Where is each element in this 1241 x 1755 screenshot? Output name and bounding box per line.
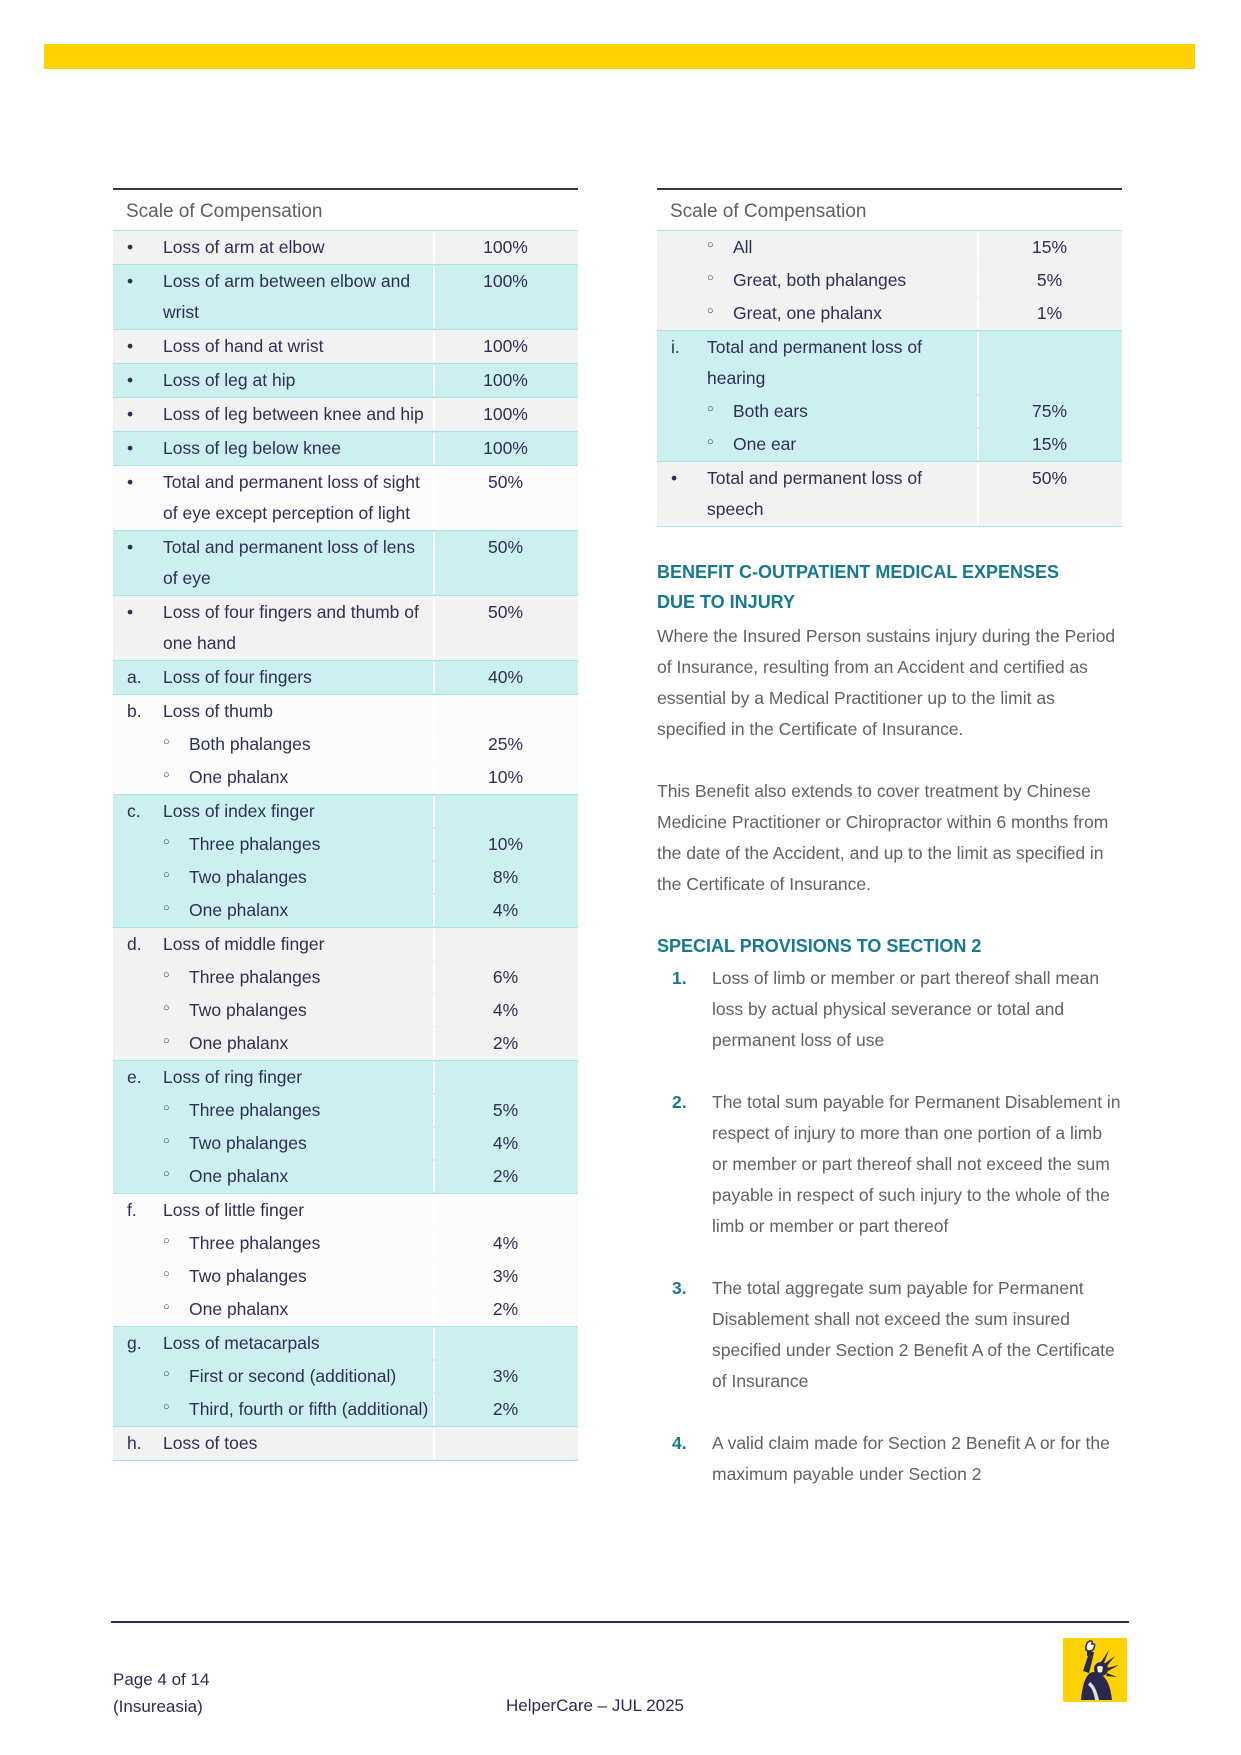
row-label-cell (113, 399, 433, 430)
row-value: 15% (977, 232, 1120, 263)
row-label-cell (657, 396, 977, 427)
row-label-cell (113, 696, 433, 727)
bullet-marker: • (127, 472, 134, 492)
table-row (113, 795, 578, 828)
row-label-cell (113, 331, 433, 362)
table-row (113, 695, 578, 728)
row-value: 100% (433, 433, 576, 464)
row-value: 2% (433, 1161, 576, 1192)
table-block (657, 230, 1122, 330)
bullet-marker: • (127, 370, 134, 390)
table-block (113, 794, 578, 927)
row-text: One phalanx (189, 900, 289, 920)
row-value: 10% (433, 762, 576, 793)
compensation-table-left (113, 188, 578, 1461)
special-provision-item (657, 963, 1122, 1056)
row-label-cell (113, 433, 433, 464)
row-value: 50% (433, 597, 576, 659)
table-row (113, 1393, 578, 1426)
table-row (657, 428, 1122, 461)
row-text: Loss of hand at wrist (163, 336, 324, 356)
circle-marker: ○ (163, 769, 170, 781)
row-value: 50% (977, 463, 1120, 525)
special-provisions-heading: SPECIAL PROVISIONS TO SECTION 2 (657, 936, 982, 956)
row-value: 2% (433, 1394, 576, 1425)
row-value: 5% (977, 265, 1120, 296)
page-number: Page 4 of 14 (113, 1670, 210, 1689)
row-label-cell (113, 1228, 433, 1259)
item-text: Loss of limb or member or part thereof shall mean loss by actual physical severance or total and permanent loss of use (712, 968, 1100, 1050)
row-text: Total and permanent loss of sight of eye except perception of light (163, 472, 420, 523)
row-text: Three phalanges (189, 1233, 321, 1253)
table-block (113, 465, 578, 530)
table-row (113, 231, 578, 264)
table-header: Scale of Compensation (670, 201, 867, 222)
circle-marker: ○ (707, 403, 714, 415)
table-row (657, 264, 1122, 297)
brand-name: (Insureasia) (113, 1697, 203, 1716)
row-text: Three phalanges (189, 1100, 321, 1120)
table-row (113, 661, 578, 694)
table-block (113, 1426, 578, 1460)
item-number: 4. (672, 1433, 687, 1453)
letter-marker: c. (127, 801, 141, 821)
row-label-cell (657, 265, 977, 296)
bullet-marker: • (127, 537, 134, 557)
special-provision-item (657, 1273, 1122, 1397)
table-block (113, 660, 578, 694)
table-row (113, 531, 578, 595)
row-text: Both phalanges (189, 734, 311, 754)
row-label-cell (113, 662, 433, 693)
row-value: 3% (433, 1261, 576, 1292)
row-label-cell (113, 729, 433, 760)
row-label-cell (113, 1428, 433, 1459)
row-text: Total and permanent loss of hearing (707, 337, 922, 388)
row-label-cell (657, 232, 977, 263)
circle-marker: ○ (707, 239, 714, 251)
row-text: Third, fourth or fifth (additional) (189, 1399, 429, 1419)
table-header: Scale of Compensation (126, 201, 323, 222)
row-value (433, 1428, 576, 1459)
table-row (113, 364, 578, 397)
row-label-cell (113, 796, 433, 827)
table-block (113, 431, 578, 465)
document-name: HelperCare – JUL 2025 (506, 1696, 684, 1715)
table-row (113, 1427, 578, 1460)
row-label-cell (113, 895, 433, 926)
special-provisions-list (657, 963, 1122, 1490)
table-block (113, 1326, 578, 1426)
row-value: 4% (433, 995, 576, 1026)
row-value: 2% (433, 1028, 576, 1059)
circle-marker: ○ (163, 1368, 170, 1380)
row-text: Two phalanges (189, 1133, 307, 1153)
letter-marker: g. (127, 1333, 142, 1353)
bullet-marker: • (127, 602, 134, 622)
row-label-cell (113, 1095, 433, 1126)
row-value: 3% (433, 1361, 576, 1392)
table-block (113, 530, 578, 595)
row-text: One phalanx (189, 1033, 289, 1053)
row-label-cell (113, 365, 433, 396)
row-text: Two phalanges (189, 1000, 307, 1020)
circle-marker: ○ (163, 1035, 170, 1047)
left-column (113, 188, 578, 1461)
row-label-cell (657, 429, 977, 460)
row-label-cell (657, 463, 977, 525)
benefit-c-paragraph-2: This Benefit also extends to cover treatment by Chinese Medicine Practitioner or Chiropractor within 6 months from the date of the Accident, and up to the limit as specified in the Certificate of Insurance. (657, 781, 1109, 894)
table-row (113, 1360, 578, 1393)
table-block (113, 397, 578, 431)
item-number: 3. (672, 1278, 687, 1298)
letter-marker: d. (127, 934, 142, 954)
row-value: 2% (433, 1294, 576, 1325)
table-block (113, 363, 578, 397)
table-row (113, 1327, 578, 1360)
row-text: One ear (733, 434, 797, 454)
table-row (113, 1160, 578, 1193)
item-text: The total sum payable for Permanent Disablement in respect of injury to more than one portion of a limb or member or part thereof shall not exceed the sum payable in respect of such injury to the whole of the limb or member or part thereof (712, 1092, 1121, 1236)
row-value: 5% (433, 1095, 576, 1126)
item-text: The total aggregate sum payable for Permanent Disablement shall not exceed the sum insured specified under Section 2 Benefit A of the Certificate of Insurance (712, 1278, 1115, 1391)
row-value (433, 929, 576, 960)
letter-marker: a. (127, 667, 142, 687)
row-label-cell (113, 862, 433, 893)
row-value: 6% (433, 962, 576, 993)
row-value: 75% (977, 396, 1120, 427)
circle-marker: ○ (707, 272, 714, 284)
row-text: Loss of arm at elbow (163, 237, 325, 257)
row-text: Loss of ring finger (163, 1067, 303, 1087)
letter-marker: e. (127, 1067, 142, 1087)
benefit-c-heading-line1: BENEFIT C-OUTPATIENT MEDICAL EXPENSES (657, 562, 1060, 582)
row-label-cell (113, 929, 433, 960)
circle-marker: ○ (163, 1135, 170, 1147)
row-label-cell (657, 332, 977, 394)
table-row (657, 231, 1122, 264)
row-text: Three phalanges (189, 834, 321, 854)
row-text: Three phalanges (189, 967, 321, 987)
item-number: 2. (672, 1092, 687, 1112)
row-label-cell (113, 962, 433, 993)
table-row (113, 861, 578, 894)
table-row (113, 994, 578, 1027)
row-value: 10% (433, 829, 576, 860)
row-label-cell (113, 1328, 433, 1359)
row-label-cell (113, 467, 433, 529)
row-label-cell (113, 1294, 433, 1325)
liberty-statue-logo (1063, 1638, 1127, 1702)
row-value: 8% (433, 862, 576, 893)
row-label-cell (113, 1161, 433, 1192)
row-text: Loss of four fingers and thumb of one hand (163, 602, 419, 653)
row-text: Loss of index finger (163, 801, 315, 821)
row-value (433, 1328, 576, 1359)
special-provision-item (657, 1087, 1122, 1242)
table-block (657, 461, 1122, 526)
benefit-c-paragraph-1: Where the Insured Person sustains injury during the Period of Insurance, resulting from an Accident and certified as essential by a Medical Practitioner up to the limit as specified in the Certificate of Insurance. (657, 626, 1116, 739)
row-value: 100% (433, 232, 576, 263)
table-row (657, 395, 1122, 428)
row-text: All (733, 237, 753, 257)
circle-marker: ○ (707, 436, 714, 448)
row-text: First or second (additional) (189, 1366, 397, 1386)
table-row (113, 1027, 578, 1060)
row-label-cell (113, 1195, 433, 1226)
benefit-c-heading (657, 557, 1122, 617)
table-row (113, 728, 578, 761)
row-label-cell (113, 762, 433, 793)
row-value: 100% (433, 399, 576, 430)
row-value: 4% (433, 1128, 576, 1159)
row-value: 40% (433, 662, 576, 693)
table-row (113, 596, 578, 660)
row-value: 100% (433, 365, 576, 396)
compensation-table-right (657, 188, 1122, 527)
table-row (113, 432, 578, 465)
row-label-cell (113, 1394, 433, 1425)
row-value (433, 1062, 576, 1093)
row-text: Loss of toes (163, 1433, 258, 1453)
benefit-c-heading-line2: DUE TO INJURY (657, 592, 796, 612)
table-block (657, 330, 1122, 461)
row-label-cell (113, 266, 433, 328)
table-block (113, 927, 578, 1060)
row-value (433, 696, 576, 727)
table-body (657, 230, 1122, 527)
right-column (657, 188, 1122, 1521)
table-row (113, 828, 578, 861)
row-text: Loss of leg at hip (163, 370, 296, 390)
row-text: Loss of leg below knee (163, 438, 342, 458)
row-text: Loss of little finger (163, 1200, 305, 1220)
statue-of-liberty-icon (1063, 1638, 1127, 1702)
row-value (433, 1195, 576, 1226)
row-text: One phalanx (189, 1299, 289, 1319)
row-text: Loss of middle finger (163, 934, 325, 954)
circle-marker: ○ (163, 1102, 170, 1114)
row-text: Total and permanent loss of lens of eye (163, 537, 415, 588)
row-text: Both ears (733, 401, 808, 421)
circle-marker: ○ (163, 969, 170, 981)
row-label-cell (113, 1128, 433, 1159)
table-row (113, 265, 578, 329)
circle-marker: ○ (163, 836, 170, 848)
table-row (113, 1094, 578, 1127)
row-text: Loss of arm between elbow and wrist (163, 271, 411, 322)
table-block (113, 595, 578, 660)
table-block (113, 1193, 578, 1326)
row-text: One phalanx (189, 1166, 289, 1186)
row-value: 15% (977, 429, 1120, 460)
circle-marker: ○ (163, 902, 170, 914)
table-row (113, 1260, 578, 1293)
circle-marker: ○ (163, 1235, 170, 1247)
bullet-marker: • (127, 336, 134, 356)
row-label-cell (113, 1261, 433, 1292)
circle-marker: ○ (163, 1301, 170, 1313)
bullet-marker: • (127, 237, 134, 257)
row-text: Great, both phalanges (733, 270, 907, 290)
row-value (433, 796, 576, 827)
letter-marker: b. (127, 701, 142, 721)
table-row (113, 1127, 578, 1160)
table-row (113, 466, 578, 530)
top-accent-bar (44, 44, 1195, 69)
item-text: A valid claim made for Section 2 Benefit A or for the maximum payable under Section 2 (712, 1433, 1110, 1484)
circle-marker: ○ (163, 1268, 170, 1280)
item-number: 1. (672, 968, 687, 988)
table-block (113, 329, 578, 363)
circle-marker: ○ (163, 736, 170, 748)
row-value: 1% (977, 298, 1120, 329)
table-row (113, 330, 578, 363)
table-body (113, 230, 578, 1461)
table-block (113, 694, 578, 794)
row-value: 25% (433, 729, 576, 760)
row-label-cell (113, 532, 433, 594)
table-block (113, 1060, 578, 1193)
row-label-cell (113, 995, 433, 1026)
table-row (657, 462, 1122, 526)
row-text: Loss of thumb (163, 701, 273, 721)
row-label-cell (113, 829, 433, 860)
row-text: Two phalanges (189, 867, 307, 887)
row-text: Great, one phalanx (733, 303, 882, 323)
row-value: 4% (433, 1228, 576, 1259)
bullet-marker: • (127, 438, 134, 458)
table-row (113, 1194, 578, 1227)
table-row (113, 1227, 578, 1260)
row-value (977, 332, 1120, 394)
row-value: 100% (433, 331, 576, 362)
circle-marker: ○ (163, 869, 170, 881)
table-row (113, 894, 578, 927)
bullet-marker: • (127, 404, 134, 424)
table-row (657, 331, 1122, 395)
letter-marker: i. (671, 337, 680, 357)
row-value: 50% (433, 467, 576, 529)
footer-rule (111, 1621, 1129, 1623)
circle-marker: ○ (163, 1401, 170, 1413)
table-row (113, 761, 578, 794)
row-text: Two phalanges (189, 1266, 307, 1286)
row-label-cell (113, 1062, 433, 1093)
bullet-marker: • (671, 468, 678, 488)
row-text: Loss of four fingers (163, 667, 312, 687)
table-row (113, 398, 578, 431)
row-value: 4% (433, 895, 576, 926)
row-value: 100% (433, 266, 576, 328)
letter-marker: h. (127, 1433, 142, 1453)
table-row (113, 961, 578, 994)
row-label-cell (657, 298, 977, 329)
row-text: Total and permanent loss of speech (707, 468, 922, 519)
circle-marker: ○ (163, 1002, 170, 1014)
circle-marker: ○ (707, 305, 714, 317)
table-block (113, 264, 578, 329)
bullet-marker: • (127, 271, 134, 291)
table-row (113, 928, 578, 961)
row-label-cell (113, 232, 433, 263)
row-label-cell (113, 597, 433, 659)
table-block (113, 230, 578, 264)
table-row (657, 297, 1122, 330)
row-value: 50% (433, 532, 576, 594)
row-label-cell (113, 1028, 433, 1059)
row-text: One phalanx (189, 767, 289, 787)
row-label-cell (113, 1361, 433, 1392)
table-row (113, 1293, 578, 1326)
table-row (113, 1061, 578, 1094)
letter-marker: f. (127, 1200, 137, 1220)
circle-marker: ○ (163, 1168, 170, 1180)
row-text: Loss of leg between knee and hip (163, 404, 424, 424)
special-provision-item (657, 1428, 1122, 1490)
row-text: Loss of metacarpals (163, 1333, 320, 1353)
